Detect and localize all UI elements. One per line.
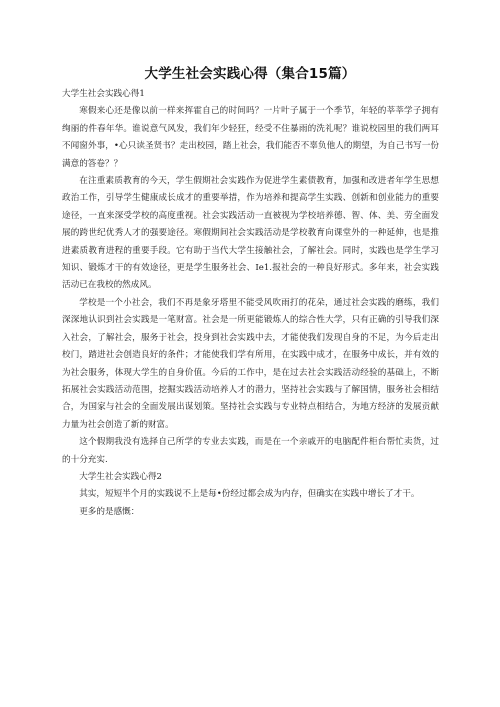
document-title: 大学生社会实践心得（集合15篇） xyxy=(144,66,356,82)
document-body xyxy=(62,86,439,521)
body-paragraph: 寒假来心还是像以前一样来挥霍自己的时间吗？一片叶子属于一个季节，年轻的莘莘学子拥有绚丽的件春年华。谁说意气风发，我们年少轻狂，经受不住暴雨的洗礼呢？谁说校园里的我们两耳不闻窗外事，•心只读圣贤书？走出校园，踏上社会，我们能否不辜负他人的期望，为自己书写一份满意的答卷？？ xyxy=(62,106,439,169)
body-paragraph: 这个假期我没有选择自己所学的专业去实践，而是在一个亲戚开的电脑配件柜台帮忙卖货，过的十分充实. xyxy=(62,437,439,465)
body-paragraph: 学校是一个小社会，我们不再是象牙塔里不能受风吹雨打的花朵，通过社会实践的磨练，我们深深地认识到社会实践是一笔财富。社会是一所更能锻炼人的综合性大学，只有正确的引导我们深入社会，了解社会，服务于社会，投身到社会实践中去，才能使我们发现自身的不足，为今后走出校门，踏进社会创造良好的条件；才能使我们学有所用，在实践中成才，在服务中成长，并有效的为社会服务，体现大学生的自身价值。今后的工作中，是在过去社会实践活动经验的基础上，不断拓展社会实践活动范围，挖掘实践活动培养人才的潜力，坚持社会实践与了解国情，服务社会相结合，为国家与社会的全面发展出谋划策。坚持社会实践与专业特点相结合，为地方经济的发展贡献力量为社会创造了新的财富。 xyxy=(62,297,439,430)
body-paragraph: 更多的是感慨： xyxy=(79,506,140,517)
body-paragraph: 在注重素质教育的今天，学生假期社会实践作为促进学生素债教育，加强和改进者年学生思想政治工作，引导学生健康成长成才的重要举措，作为培养和提高学生实践、创新和创业能力的重要途径，一直来深受学校的高度重视。社会实践活动一直被视为学校培养德、智、体、美、劳全面发展的跨世纪优秀人才的强要途径。寒假期间社会实践活动是学校教育向课堂外的一种延伸，也是推进素质教育进程的重要手段。它有助于当代大学生接触社会，了解社会。同时，实践也是学生学习知识、锻炼才干的有效途径，更是学生服务社会、Ie1.报社会的一种良好形式。多年来，社会实践活动已在我校的然成风。 xyxy=(62,176,439,291)
body-paragraph: 其实，短短半个月的实践说不上是每•份经过都会成为内存，但确实在实践中增长了才干。 xyxy=(79,489,420,500)
section-heading: 大学生社会实践心得2 xyxy=(79,471,162,482)
section-heading: 大学生社会实践心得1 xyxy=(62,89,145,99)
